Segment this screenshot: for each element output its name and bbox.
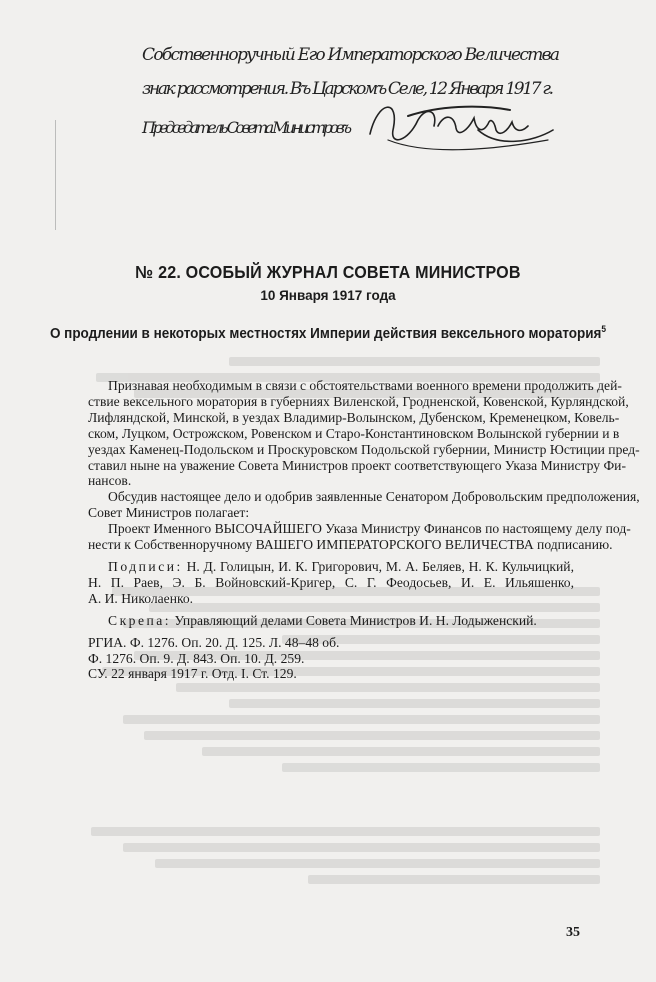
- document-title: № 22. ОСОБЫЙ ЖУРНАЛ СОВЕТА МИНИСТРОВ: [135, 262, 521, 282]
- signatures-label: Подписи:: [108, 558, 183, 574]
- page-number: 35: [566, 925, 580, 940]
- bleed-through-text: [70, 820, 600, 891]
- paragraph1-line: нансов.: [88, 473, 132, 489]
- paragraph1-line: Признавая необходимым в связи с обстоятельствами военного времени продолжить дей-: [108, 378, 622, 393]
- svg-text:знак рассмотрения. Въ Царскомъ: знак рассмотрения. Въ Царскомъ Селе, 12 Января 1917 г.: [142, 79, 554, 99]
- signatures-line: [88, 559, 574, 575]
- document-body: [88, 378, 640, 682]
- skrepa-line: [88, 613, 574, 629]
- paragraph1-line: ствие вексельного моратория в губерниях Виленской, Гродненской, Ковенской, Курляндской,: [88, 393, 629, 409]
- source-reference: СУ. 22 января 1917 г. Отд. I. Ст. 129.: [88, 666, 297, 682]
- handwriting-image: [138, 30, 568, 180]
- source-reference: РГИА. Ф. 1276. Оп. 20. Д. 125. Л. 48–48 об.: [88, 634, 340, 650]
- footnote-marker: 5: [601, 324, 607, 334]
- signatures-line: А. И. Николаенко.: [88, 590, 194, 606]
- svg-text:Председатель Совета Министровъ: Председатель Совета Министровъ: [142, 118, 352, 137]
- signatures-names: Н. Д. Голицын, И. К. Григорович, М. А. Беляев, Н. К. Кульчицкий,: [186, 558, 574, 574]
- paragraph2-line: Совет Министров полагает:: [88, 505, 250, 521]
- paragraph2-line: Обсудив настоящее дело и одобрив заявленные Сенатором Добровольским предположения,: [108, 489, 640, 505]
- paragraph1-line: уездах Каменец-Подольском и Проскуровском Подольской губернии, Министр Юстиции пред-: [88, 441, 640, 457]
- paragraph1-line: ставил ныне на уважение Совета Министров проект соответствующего Указа Министру Фи-: [88, 457, 626, 473]
- paragraph3-line: Проект Именного ВЫСОЧАЙШЕГО Указа Министру Финансов по настоящему делу под-: [108, 521, 631, 537]
- handwritten-resolution: [138, 30, 568, 180]
- paragraph3-line: нести к Собственноручному ВАШЕГО ИМПЕРАТОРСКОГО ВЕЛИЧЕСТВА подписанию.: [88, 537, 613, 553]
- document-subject: [23, 324, 633, 342]
- document-date: 10 Января 1917 года: [260, 288, 396, 303]
- scan-margin-line: [55, 120, 56, 230]
- subject-text: О продлении в некоторых местностях Империи действия вексельного моратория: [49, 325, 602, 342]
- skrepa-text: Управляющий делами Совета Министров И. Н. Лодыженский.: [174, 612, 537, 628]
- paragraph1-line: Лифляндской, Минской, в уездах Владимир-Волынском, Дубенском, Кременецком, Ковель-: [88, 409, 620, 425]
- svg-text:Собственноручный Его Император: Собственноручный Его Императорского Величества: [142, 45, 560, 65]
- signatures-line: Н. П. Раев, Э. Б. Войновский-Кригер, С. Г. Феодосьев, И. Е. Ильяшенко,: [88, 574, 574, 590]
- paragraph1-line: ском, Луцком, Острожском, Ровенском и Старо-Константиновском Волынской губернии и в: [88, 425, 620, 441]
- skrepa-label: Скрепа:: [108, 612, 172, 628]
- source-reference: Ф. 1276. Оп. 9. Д. 843. Оп. 10. Д. 259.: [88, 650, 305, 666]
